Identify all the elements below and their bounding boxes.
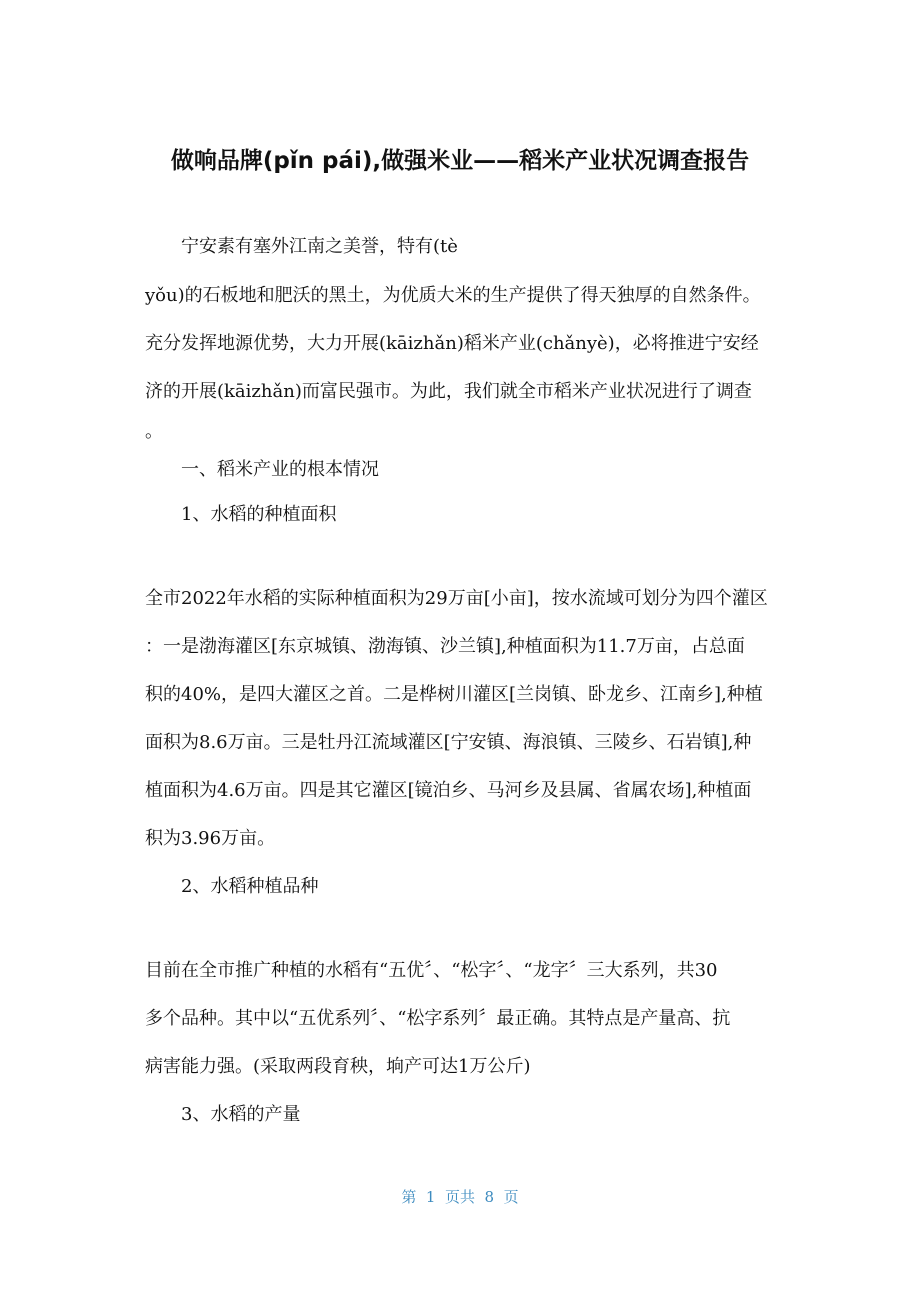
paragraph-line: ：一是渤海灌区[东京城镇、渤海镇、沙兰镇],种植面积为11.7万亩，占总面 bbox=[145, 636, 745, 657]
paragraph-line: 济的开展(kāizhǎn)而富民强市。为此，我们就全市稻米产业状况进行了调查 bbox=[145, 381, 752, 402]
subsection-heading: 2、水稻种植品种 bbox=[181, 876, 319, 897]
section-heading: 一、稻米产业的根本情况 bbox=[181, 459, 379, 480]
paragraph-line: 病害能力强。(采取两段育秧，垧产可达1万公斤) bbox=[145, 1056, 531, 1077]
paragraph-line: yǒu)的石板地和肥沃的黑土，为优质大米的生产提供了得天独厚的自然条件。 bbox=[145, 285, 761, 306]
paragraph-line: 多个品种。其中以“五优系列〞、“松字系列〞最正确。其特点是产量高、抗 bbox=[145, 1008, 731, 1029]
subsection-heading: 3、水稻的产量 bbox=[181, 1104, 301, 1125]
document-title: 做响品牌(pǐn pái),做强米业——稻米产业状况调查报告 bbox=[170, 148, 750, 174]
paragraph-line: 积为3.96万亩。 bbox=[145, 828, 276, 849]
paragraph-line: 积的40%，是四大灌区之首。二是桦树川灌区[兰岗镇、卧龙乡、江南乡],种植 bbox=[145, 684, 763, 705]
paragraph-line: 。 bbox=[145, 421, 163, 442]
paragraph-line: 面积为8.6万亩。三是牡丹江流域灌区[宁安镇、海浪镇、三陵乡、石岩镇],种 bbox=[145, 732, 752, 753]
paragraph-line: 充分发挥地源优势，大力开展(kāizhǎn)稻米产业(chǎnyè)，必将推进宁安经 bbox=[145, 333, 759, 354]
paragraph-line: 植面积为4.6万亩。四是其它灌区[镜泊乡、马河乡及县属、省属农场],种植面 bbox=[145, 780, 752, 801]
paragraph-line: 目前在全市推广种植的水稻有“五优〞、“松字〞、“龙字〞三大系列，共30 bbox=[145, 960, 718, 981]
paragraph-line: 宁安素有塞外江南之美誉，特有(tè bbox=[181, 236, 458, 257]
paragraph-line: 全市2022年水稻的实际种植面积为29万亩[小亩]，按水流域可划分为四个灌区 bbox=[145, 588, 768, 609]
subsection-heading: 1、水稻的种植面积 bbox=[181, 504, 337, 525]
page-number: 第 1 页共 8 页 bbox=[401, 1188, 519, 1206]
